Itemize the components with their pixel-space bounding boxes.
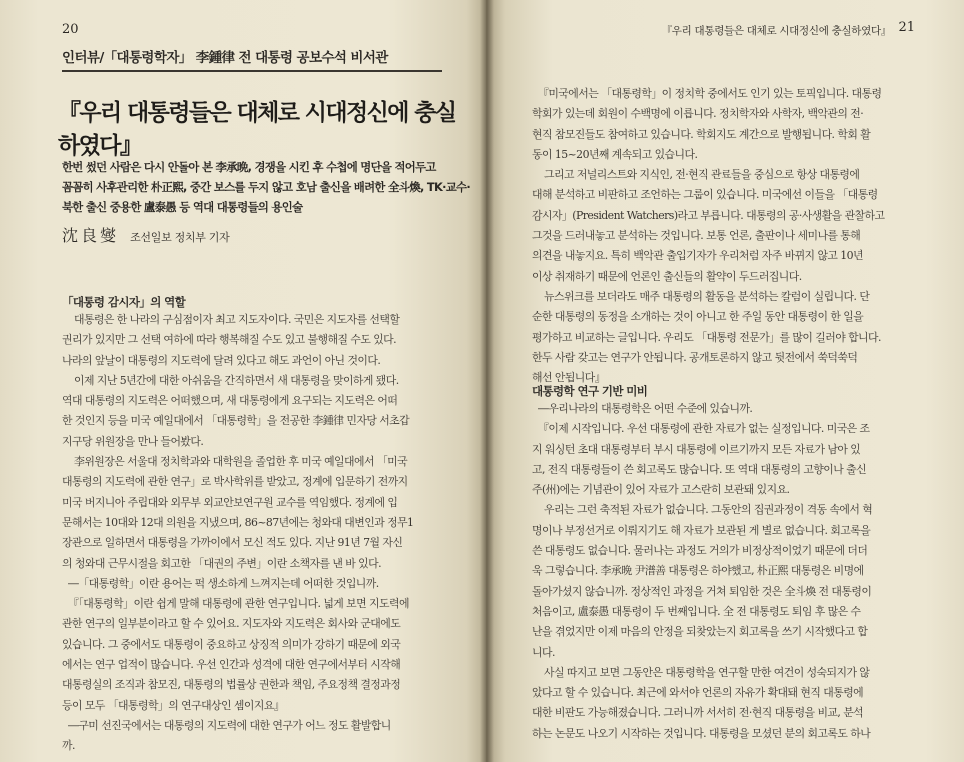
body-line: 난을 겪었지만 이제 마음의 안정을 되찾았는지 회고록을 쓰기 시작했다고 합 xyxy=(532,625,868,639)
body-line: 해선 안됩니다』 xyxy=(532,371,606,385)
body-line: 역대 대통령의 지도력은 어떠했으며, 새 대통령에게 요구되는 지도력은 어떠 xyxy=(62,394,398,408)
body-line: 장관으로 일하면서 대통령을 가까이에서 모신 적도 있다. 지난 91년 7월 자신 xyxy=(62,536,403,550)
body-line: 우리는 그런 축적된 자료가 없습니다. 그동안의 집권과정이 격동 속에서 혁 xyxy=(544,503,873,517)
body-line: 현직 참모진들도 참여하고 있습니다. 학회지도 계간으로 발행됩니다. 학회 활 xyxy=(532,127,871,141)
body-line: 처음이고, 盧泰愚 대통령이 두 번째입니다. 全 전 대통령도 퇴임 후 많은 수 xyxy=(532,604,861,618)
body-line: 순한 대통령의 동정을 소개하는 것이 아니고 한 주일 동안 대통령이 한 일을 xyxy=(532,310,864,324)
body-line: 나라의 앞날이 대통령의 지도력에 달려 있다고 해도 과언이 아닌 것이다. xyxy=(62,353,381,367)
body-line: 등이 모두 「대통령학」의 연구대상인 셈이지요』 xyxy=(62,698,285,712)
body-line: 대한 비판도 가능해졌습니다. 그러니까 서서히 전·현직 대통령을 비교, 분석 xyxy=(532,706,864,720)
body-line: 쓴 대통령도 없습니다. 물러나는 과정도 거의가 비정상적이었기 때문에 더더 xyxy=(532,544,868,558)
body-line: 『「대통령학」이란 쉽게 말해 대통령에 관한 연구입니다. 넓게 보면 지도력에 xyxy=(68,597,409,611)
body-line: 사실 따지고 보면 그동안은 대통령학을 연구할 만한 여건이 성숙되지가 않 xyxy=(544,665,870,679)
body-line: 동이 15~20년째 계속되고 있습니다. xyxy=(532,147,698,161)
article-deck xyxy=(62,157,470,217)
deck-line: 꼼꼼히 사후관리한 朴正熙, 중간 보스를 두지 않고 호남 출신을 배려한 全斗煥, TK·교수· xyxy=(62,180,470,194)
body-line: 욱 그렇습니다. 李承晩 尹潽善 대통령은 하야했고, 朴正熙 대통령은 비명에 xyxy=(532,564,864,578)
body-line: ―구미 선진국에서는 대통령의 지도력에 대한 연구가 어느 정도 활발합니 xyxy=(68,718,391,732)
byline-role: 조선일보 정치부 기자 xyxy=(130,231,230,244)
byline-name: 沈良燮 xyxy=(62,226,120,245)
body-line: 니다. xyxy=(532,645,555,659)
body-line: 李위원장은 서울대 정치학과와 대학원을 졸업한 후 미국 예일대에서 「미국 xyxy=(74,455,408,469)
body-line: 지 워싱턴 초대 대통령부터 부시 대통령에 이르기까지 모든 자료가 남아 있 xyxy=(532,442,861,456)
page-number-right: 21 xyxy=(898,20,915,35)
right-body-bottom xyxy=(532,399,922,744)
body-line: 명이나 부정선거로 이뤄지기도 해 자료가 보관된 게 별로 없습니다. 회고록을 xyxy=(532,523,871,537)
article-headline: 『우리 대통령들은 대체로 시대정신에 충실하였다』 xyxy=(58,100,456,159)
body-line: 의 청와대 근무시절을 회고한 「대권의 주변」이란 소책자를 낸 바 있다. xyxy=(62,556,382,570)
body-line: 까. xyxy=(62,739,75,753)
book-gutter xyxy=(480,0,494,762)
body-line: 았다고 할 수 있습니다. 최근에 와서야 언론의 자유가 확대돼 현직 대통령에 xyxy=(532,686,864,700)
body-line: 돌아가셨지 않습니까. 정상적인 과정을 거쳐 퇴임한 것은 全斗煥 전 대통령이 xyxy=(532,584,872,598)
body-line: 권리가 있지만 그 선택 여하에 따라 행복해질 수도 있고 불행해질 수도 있다. xyxy=(62,333,397,347)
deck-line: 북한 출신 중용한 盧泰愚 등 역대 대통령들의 용인술 xyxy=(62,200,303,214)
deck-line: 한번 썼던 사람은 다시 안돌아 본 李承晩, 경쟁을 시킨 후 수첩에 명단을 적어두고 xyxy=(62,160,436,174)
body-line: 대통령의 지도력에 관한 연구」로 박사학위를 받았고, 정계에 입문하기 전까지 xyxy=(62,475,408,489)
body-line: 『이제 시작입니다. 우선 대통령에 관한 자료가 없는 실정입니다. 미국은 조 xyxy=(538,422,870,436)
body-line: 그리고 저널리스트와 지식인, 전·현직 관료들을 중심으로 항상 대통령에 xyxy=(544,168,860,182)
body-line: 지구당 위원장을 만나 들어봤다. xyxy=(62,434,204,448)
byline xyxy=(62,223,229,246)
body-line: 문해서는 10대와 12대 의원을 지냈으며, 86~87년에는 청와대 대변인과 정무1 xyxy=(62,515,414,529)
body-line: ―우리나라의 대통령학은 어떤 수준에 있습니까. xyxy=(538,402,753,415)
section-title-left: 「대통령 감시자」의 역할 xyxy=(62,295,186,309)
body-line: 한두 사람 갖고는 연구가 안됩니다. 공개토론하지 않고 뒷전에서 쑥덕쑥덕 xyxy=(532,350,858,364)
body-line: 한 것인지 등을 미국 예일대에서 「대통령학」을 전공한 李鍾律 민자당 서초갑 xyxy=(62,414,410,428)
body-line: 이상 취재하기 때문에 언론인 출신들의 활약이 두드러집니다. xyxy=(532,269,802,283)
body-line: 하는 논문도 나오기 시작하는 것입니다. 대통령을 모셨던 분의 회고록도 하나 xyxy=(532,726,871,740)
body-line: 에서는 연구 업적이 많습니다. 우선 인간과 성격에 대한 연구에서부터 시작해 xyxy=(62,658,401,672)
body-line: 대통령실의 조직과 참모진, 대통령의 법률상 권한과 책임, 주요정책 결정과정 xyxy=(62,678,401,692)
body-line: 감시자」(President Watchers)라고 부릅니다. 대통령의 공·사생활을 관찰하고 xyxy=(532,208,885,222)
body-line: 주(州)에는 기념관이 있어 자료가 고스란히 보관돼 있지요. xyxy=(532,483,790,497)
page-number-left: 20 xyxy=(62,22,79,37)
body-line: 그것을 드러내놓고 분석하는 것입니다. 보통 언론, 출판이나 세미나를 통해 xyxy=(532,229,861,243)
body-line: 이제 지난 5년간에 대한 아쉬움을 간직하면서 새 대통령을 맞이하게 됐다. xyxy=(74,373,399,387)
body-line: 있습니다. 그 중에서도 대통령이 중요하고 상징적 의미가 강하기 때문에 외국 xyxy=(62,637,401,651)
body-line: 고, 전직 대통령들이 쓴 회고록도 많습니다. 또 역대 대통령의 고향이나 출신 xyxy=(532,462,867,476)
interview-header: 인터뷰/「대통령학자」 李鍾律 전 대통령 공보수석 비서관 xyxy=(62,46,442,72)
body-line: 뉴스위크를 보더라도 매주 대통령의 활동을 분석하는 칼럼이 실립니다. 단 xyxy=(544,289,870,303)
right-body-top xyxy=(532,84,922,388)
section-title-right: 대통령학 연구 기반 미비 xyxy=(532,384,648,398)
body-line: 대통령은 한 나라의 구심점이자 최고 지도자이다. 국민은 지도자를 선택할 xyxy=(74,313,400,326)
body-line: 대해 분석하고 비판하고 조언하는 그룹이 있습니다. 미국에선 이들을 「대통령 xyxy=(532,188,878,202)
body-line: 『미국에서는 「대통령학」이 정치학 중에서도 인기 있는 토픽입니다. 대통령 xyxy=(538,87,882,100)
body-line: 미국 버지니아 주립대와 외무부 외교안보연구원 교수를 역임했다. 정계에 입 xyxy=(62,495,398,509)
left-body-text xyxy=(62,310,462,757)
body-line: 관한 연구의 일부분이라고 할 수 있어요. 지도자와 지도력은 회사와 군대에도 xyxy=(62,617,401,631)
body-line: 학회가 있는데 회원이 수백명에 이릅니다. 정치학자와 사학자, 백악관의 전· xyxy=(532,107,864,121)
body-line: 평가하고 비교하는 글입니다. 우리도 「대통령 전문가」를 많이 길러야 합니다. xyxy=(532,330,881,344)
running-head: 『우리 대통령들은 대체로 시대정신에 충실하였다』 xyxy=(661,25,891,37)
body-line: ―「대통령학」이란 용어는 퍽 생소하게 느껴지는데 어떠한 것입니까. xyxy=(68,576,379,590)
body-line: 의견을 내놓지요. 특히 백악관 출입기자가 우리처럼 자주 바뀌지 않고 10년 xyxy=(532,249,864,263)
